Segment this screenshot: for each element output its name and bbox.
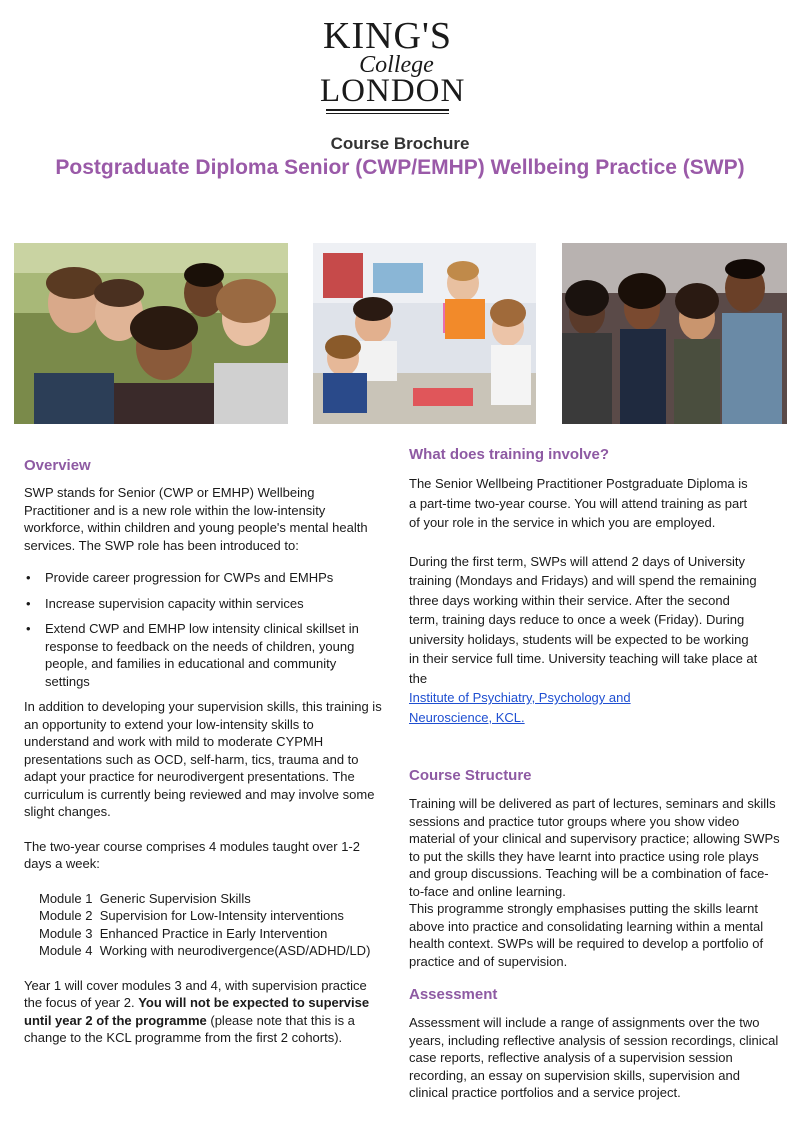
seminar-audience-photo (562, 243, 787, 424)
young-people-selfie-photo (14, 243, 288, 424)
logo-line-2: College (359, 52, 434, 78)
module-item: Module 1 Generic Supervision Skills (39, 890, 251, 906)
module-item: Module 4 Working with neurodivergence(ASD/ADHD/LD) (39, 943, 371, 958)
logo-line-3: LONDON (320, 73, 466, 109)
training-heading: What does training involve? (409, 446, 610, 463)
module-list (39, 890, 382, 960)
overview-section (24, 456, 382, 1047)
page-title: Postgraduate Diploma Senior (CWP/EMHP) Wellbeing Practice (SWP) (55, 156, 745, 179)
assessment-para-1: Assessment will include a range of assignments over the two years, including reflective analysis of session recordings, clinical case reports, reflective analysis of a supervision session recording, an essay on supervision skills, supervision and clinical practice portfolios and a service project. (409, 1015, 779, 1100)
overview-para-3: The two-year course comprises 4 modules taught over 1-2 days a week: (24, 838, 360, 871)
brochure-subtitle: Course Brochure (330, 134, 470, 153)
structure-para-2: This programme strongly emphasises putting the skills learnt above into practice and consolidating learning within a mental health context. SWPs will be required to develop a portfolio of practice and of supervision. (409, 901, 764, 969)
overview-heading: Overview (24, 457, 91, 474)
logo-rule-thin (326, 113, 449, 114)
logo-rule (326, 109, 449, 111)
course-structure-section (409, 766, 781, 970)
training-para-1: The Senior Wellbeing Practitioner Postgraduate Diploma is a part-time two-year course. You will attend training as part of your role in the service in which you are employed. (409, 476, 748, 530)
assessment-heading: Assessment (409, 986, 498, 1003)
module-item: Module 2 Supervision for Low-Intensity interventions (39, 908, 344, 923)
list-item: • Increase supervision capacity within services (24, 595, 382, 613)
overview-para-4 (24, 977, 382, 1047)
kings-college-london-logo (320, 15, 466, 114)
module-item: Module 3 Enhanced Practice in Early Intervention (39, 925, 328, 941)
overview-bullet-list (24, 569, 382, 690)
training-para-2 (409, 552, 759, 728)
logo-line-1: KING'S (323, 15, 452, 57)
assessment-section (409, 985, 781, 1102)
course-structure-heading: Course Structure (409, 767, 532, 784)
list-item: • Provide career progression for CWPs and EMHPs (24, 569, 382, 587)
para-4-bold: You will not be expected to supervise until year 2 of the programme (24, 995, 370, 1028)
ioppn-link[interactable]: Institute of Psychiatry, Psychology and Neuroscience, KCL. (409, 690, 631, 725)
training-section (409, 445, 781, 727)
overview-para-2: In addition to developing your supervision skills, this training is an opportunity to extend your low-intensity skills to understand and work with mild to moderate CYPMH presentations such as OCD, self-harm, tics, trauma and to adapt your practice for neurodivergent presentations. The curriculum is currently being reviewed and may involve some slight changes. (24, 699, 382, 819)
list-item: • Extend CWP and EMHP low intensity clinical skillset in response to feedback on the needs of children, young people, and families in educational and community settings (24, 620, 382, 690)
para-4-start: Year 1 will cover modules 3 and 4, with supervision practice the focus of year 2. (24, 977, 367, 1010)
overview-intro: SWP stands for Senior (CWP or EMHP) Wellbeing Practitioner and is a new role within the low-intensity workforce, within children and young people's mental health services. The SWP role has been introduced to: (24, 485, 368, 553)
children-playing-photo (313, 243, 536, 424)
structure-para-1: Training will be delivered as part of lectures, seminars and skills sessions and practice tutor groups where you show video material of your clinical and supervisory practice; allowing SWPs to put the skills they have learnt into practice using role plays and group discussions. Teaching will be a combination of face-to-face and online learning. (409, 796, 780, 899)
training-para-2-text: During the first term, SWPs will attend 2 days of University training (Mondays and Fridays) and will spend the remaining three days working within their service. After the second term, training days reduce to once a week (Friday). During university holidays, students will be expected to be working in their service full time. University teaching will take place at the (409, 553, 758, 686)
para-4-end: (please note that this is a change to the KCL programme from the first 2 cohorts). (24, 1012, 355, 1045)
